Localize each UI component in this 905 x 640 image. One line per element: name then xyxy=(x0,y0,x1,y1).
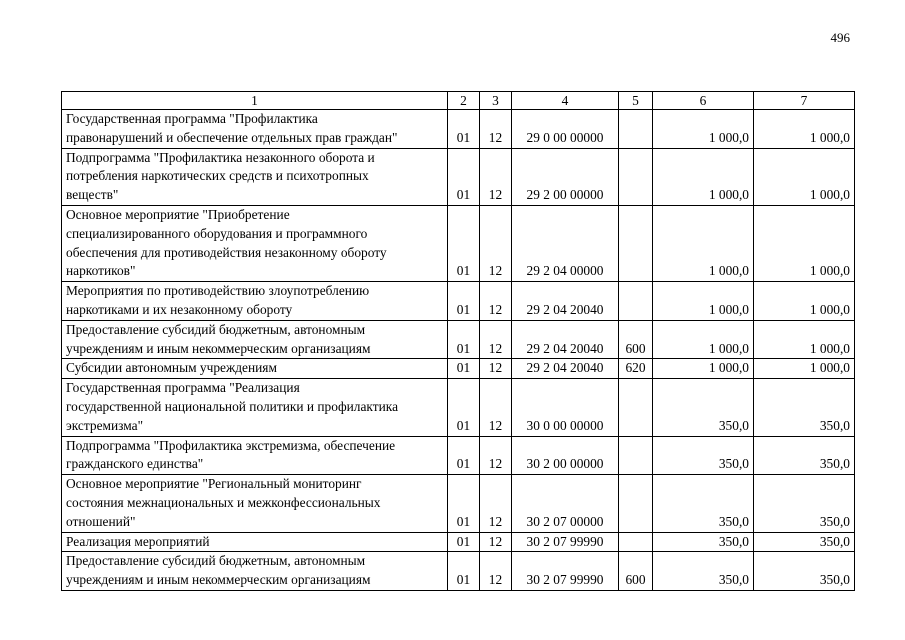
row-amount-col7: 1 000,0 xyxy=(754,148,855,205)
row-subsection-code: 12 xyxy=(480,552,512,591)
header-cell: 4 xyxy=(512,92,619,110)
row-amount-col6: 350,0 xyxy=(653,552,754,591)
table-row xyxy=(62,320,855,359)
row-description: Предоставление субсидий бюджетным, автономным учреждениям и иным некоммерческим организациям xyxy=(62,552,448,591)
row-subsection-code: 12 xyxy=(480,532,512,552)
row-expense-type-code xyxy=(619,475,653,532)
row-description: Основное мероприятие "Региональный мониторинг состояния межнациональных и межконфессиональных отношений" xyxy=(62,475,448,532)
table-row xyxy=(62,359,855,379)
row-description: Мероприятия по противодействию злоупотреблению наркотиками и их незаконному обороту xyxy=(62,282,448,321)
row-subsection-code: 12 xyxy=(480,320,512,359)
header-cell: 3 xyxy=(480,92,512,110)
row-section-code: 01 xyxy=(448,359,480,379)
table-row xyxy=(62,110,855,149)
row-description: Реализация мероприятий xyxy=(62,532,448,552)
row-amount-col7: 350,0 xyxy=(754,532,855,552)
row-target-article-code: 29 2 04 20040 xyxy=(512,282,619,321)
row-description: Основное мероприятие "Приобретение специализированного оборудования и программного обеспечения для противодействия незаконному обороту наркотиков" xyxy=(62,205,448,281)
row-section-code: 01 xyxy=(448,148,480,205)
row-amount-col7: 1 000,0 xyxy=(754,110,855,149)
row-subsection-code: 12 xyxy=(480,205,512,281)
table-row xyxy=(62,532,855,552)
header-cell: 1 xyxy=(62,92,448,110)
row-target-article-code: 29 2 00 00000 xyxy=(512,148,619,205)
row-description: Государственная программа "Профилактика правонарушений и обеспечение отдельных прав граждан" xyxy=(62,110,448,149)
row-target-article-code: 30 2 07 99990 xyxy=(512,532,619,552)
row-subsection-code: 12 xyxy=(480,475,512,532)
row-amount-col6: 350,0 xyxy=(653,532,754,552)
row-description: Субсидии автономным учреждениям xyxy=(62,359,448,379)
row-target-article-code: 30 2 07 99990 xyxy=(512,552,619,591)
row-target-article-code: 30 2 07 00000 xyxy=(512,475,619,532)
row-amount-col6: 350,0 xyxy=(653,436,754,475)
row-section-code: 01 xyxy=(448,532,480,552)
row-expense-type-code xyxy=(619,532,653,552)
row-expense-type-code xyxy=(619,148,653,205)
row-section-code: 01 xyxy=(448,205,480,281)
table-row xyxy=(62,436,855,475)
row-description: Подпрограмма "Профилактика экстремизма, обеспечение гражданского единства" xyxy=(62,436,448,475)
row-amount-col7: 1 000,0 xyxy=(754,320,855,359)
row-amount-col6: 350,0 xyxy=(653,379,754,436)
row-amount-col7: 350,0 xyxy=(754,552,855,591)
row-expense-type-code xyxy=(619,436,653,475)
row-amount-col6: 1 000,0 xyxy=(653,282,754,321)
row-amount-col6: 1 000,0 xyxy=(653,205,754,281)
row-amount-col7: 1 000,0 xyxy=(754,205,855,281)
row-amount-col6: 1 000,0 xyxy=(653,320,754,359)
table-row xyxy=(62,552,855,591)
budget-table xyxy=(61,91,855,591)
row-subsection-code: 12 xyxy=(480,110,512,149)
row-section-code: 01 xyxy=(448,436,480,475)
table-row xyxy=(62,148,855,205)
row-expense-type-code: 600 xyxy=(619,320,653,359)
row-section-code: 01 xyxy=(448,282,480,321)
row-expense-type-code xyxy=(619,205,653,281)
row-target-article-code: 29 2 04 00000 xyxy=(512,205,619,281)
page-number: 496 xyxy=(830,30,850,45)
table-row xyxy=(62,379,855,436)
row-target-article-code: 29 2 04 20040 xyxy=(512,359,619,379)
row-amount-col6: 1 000,0 xyxy=(653,110,754,149)
row-subsection-code: 12 xyxy=(480,282,512,321)
row-description: Государственная программа "Реализация государственной национальной политики и профилактика экстремизма" xyxy=(62,379,448,436)
row-amount-col6: 1 000,0 xyxy=(653,359,754,379)
header-cell: 5 xyxy=(619,92,653,110)
table-header-row xyxy=(62,92,855,110)
header-cell: 2 xyxy=(448,92,480,110)
row-expense-type-code xyxy=(619,379,653,436)
header-cell: 7 xyxy=(754,92,855,110)
table-row xyxy=(62,205,855,281)
row-section-code: 01 xyxy=(448,475,480,532)
row-subsection-code: 12 xyxy=(480,379,512,436)
row-amount-col6: 1 000,0 xyxy=(653,148,754,205)
row-section-code: 01 xyxy=(448,320,480,359)
row-description: Предоставление субсидий бюджетным, автономным учреждениям и иным некоммерческим организациям xyxy=(62,320,448,359)
row-expense-type-code: 620 xyxy=(619,359,653,379)
row-target-article-code: 29 2 04 20040 xyxy=(512,320,619,359)
row-target-article-code: 30 2 00 00000 xyxy=(512,436,619,475)
row-amount-col7: 350,0 xyxy=(754,379,855,436)
table-row xyxy=(62,475,855,532)
row-expense-type-code xyxy=(619,282,653,321)
row-subsection-code: 12 xyxy=(480,359,512,379)
row-section-code: 01 xyxy=(448,110,480,149)
row-description: Подпрограмма "Профилактика незаконного оборота и потребления наркотических средств и психотропных веществ" xyxy=(62,148,448,205)
row-expense-type-code: 600 xyxy=(619,552,653,591)
row-expense-type-code xyxy=(619,110,653,149)
table-row xyxy=(62,282,855,321)
row-target-article-code: 29 0 00 00000 xyxy=(512,110,619,149)
row-amount-col7: 1 000,0 xyxy=(754,282,855,321)
row-amount-col7: 1 000,0 xyxy=(754,359,855,379)
row-amount-col7: 350,0 xyxy=(754,475,855,532)
row-amount-col6: 350,0 xyxy=(653,475,754,532)
row-subsection-code: 12 xyxy=(480,436,512,475)
row-target-article-code: 30 0 00 00000 xyxy=(512,379,619,436)
header-cell: 6 xyxy=(653,92,754,110)
row-amount-col7: 350,0 xyxy=(754,436,855,475)
row-section-code: 01 xyxy=(448,379,480,436)
row-section-code: 01 xyxy=(448,552,480,591)
row-subsection-code: 12 xyxy=(480,148,512,205)
